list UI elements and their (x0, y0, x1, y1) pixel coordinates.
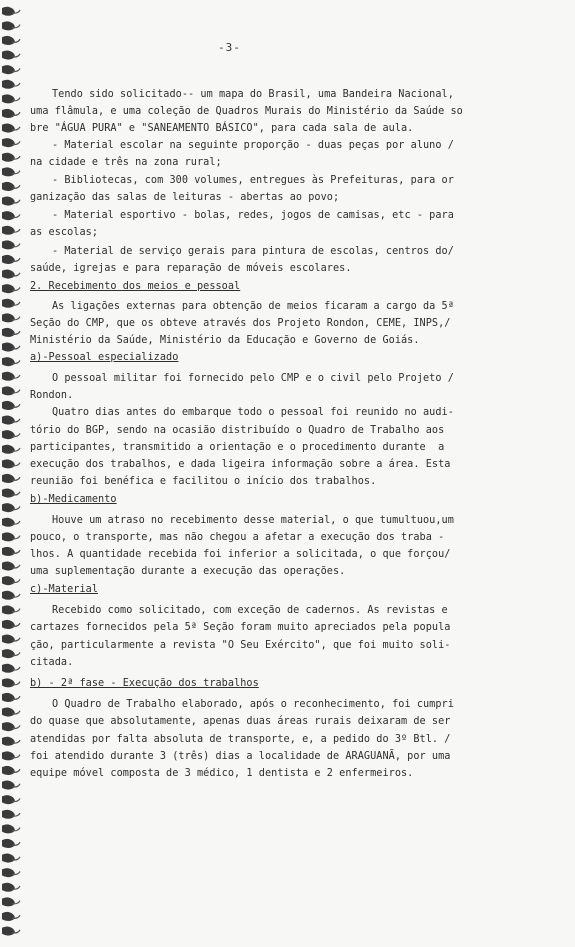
binding-ring (2, 386, 20, 395)
binding-ring (2, 182, 20, 191)
binding-ring (2, 211, 20, 220)
body-line: Tendo sido solicitado-- um mapa do Brasil, uma Bandeira Nacional, (52, 89, 454, 100)
binding-ring (2, 197, 20, 206)
binding-ring (2, 401, 20, 410)
page-number: -3- (218, 41, 241, 54)
binding-ring (2, 635, 20, 644)
binding-ring (2, 109, 20, 118)
binding-ring (2, 255, 20, 264)
binding-ring (2, 474, 20, 483)
binding-ring (2, 284, 20, 293)
body-line: reunião foi benéfica e facilitou o início dos trabalhos. (30, 476, 377, 487)
binding-ring (2, 459, 20, 468)
binding-ring (2, 21, 20, 30)
body-line: - Bibliotecas, com 300 volumes, entregues às Prefeituras, para or (52, 175, 454, 186)
body-line: Quatro dias antes do embarque todo o pessoal foi reunido no audi- (52, 407, 454, 418)
body-line: Recebido como solicitado, com exceção de cadernos. As revistas e (52, 605, 448, 616)
binding-ring (2, 824, 20, 833)
subsection-heading: a)-Pessoal especializado (30, 352, 179, 363)
binding-ring (2, 80, 20, 89)
binding-ring (2, 912, 20, 921)
binding-ring (2, 868, 20, 877)
body-line: lhos. A quantidade recebida foi inferior a solicitada, o que forçou/ (30, 549, 451, 560)
body-line: uma suplementação durante a execução das operações. (30, 566, 346, 577)
binding-ring (2, 810, 20, 819)
binding-ring (2, 576, 20, 585)
binding-ring (2, 562, 20, 571)
body-line: atendidas por falta absoluta de transporte, e, a pedido do 3º Btl. / (30, 734, 451, 745)
binding-ring (2, 678, 20, 687)
binding-ring (2, 897, 20, 906)
binding-ring (2, 226, 20, 235)
binding-ring (2, 51, 20, 60)
body-line: Houve um atraso no recebimento desse material, o que tumultuou,um (52, 515, 454, 526)
binding-ring (2, 664, 20, 673)
binding-ring (2, 518, 20, 527)
subsection-heading: c)-Material (30, 584, 99, 595)
binding-ring (2, 489, 20, 498)
binding-ring (2, 343, 20, 352)
body-line: tório do BGP, sendo na ocasião distribuído o Quadro de Trabalho aos (30, 425, 445, 436)
body-line: equipe móvel composta de 3 médico, 1 dentista e 2 enfermeiros. (30, 768, 414, 779)
binding-ring (2, 313, 20, 322)
binding-ring (2, 357, 20, 366)
binding-ring (2, 708, 20, 717)
body-line: na cidade e três na zona rural; (30, 157, 222, 168)
body-line: - Material de serviço gerais para pintura de escolas, centros do/ (52, 246, 454, 257)
body-line: Seção do CMP, que os obteve através dos Projeto Rondon, CEME, INPS,/ (30, 318, 451, 329)
body-line: O pessoal militar foi fornecido pelo CMP e o civil pelo Projeto / (52, 373, 454, 384)
body-line: participantes, transmitido a orientação e o procedimento durante a (30, 442, 445, 453)
binding-ring (2, 328, 20, 337)
binding-ring (2, 532, 20, 541)
binding-ring (2, 36, 20, 45)
body-line: cartazes fornecidos pela 5ª Seção foram muito apreciados pela popula (30, 622, 451, 633)
binding-ring (2, 94, 20, 103)
body-line: - Material escolar na seguinte proporção - duas peças por aluno / (52, 140, 454, 151)
spiral-binding (0, 0, 26, 947)
section-heading: 2. Recebimento dos meios e pessoal (30, 281, 241, 292)
binding-ring (2, 854, 20, 863)
binding-ring (2, 795, 20, 804)
body-line: As ligações externas para obtenção de meios ficaram a cargo da 5ª (52, 301, 454, 312)
binding-ring (2, 7, 20, 16)
binding-ring (2, 430, 20, 439)
binding-ring (2, 722, 20, 731)
binding-ring (2, 766, 20, 775)
binding-ring (2, 445, 20, 454)
binding-ring (2, 503, 20, 512)
binding-ring (2, 605, 20, 614)
body-line: pouco, o transporte, mas não chegou a afetar a execução dos traba - (30, 532, 445, 543)
binding-ring (2, 547, 20, 556)
binding-ring (2, 270, 20, 279)
body-line: ganização das salas de leituras - abertas ao povo; (30, 192, 340, 203)
binding-ring (2, 153, 20, 162)
binding-ring (2, 591, 20, 600)
binding-ring (2, 372, 20, 381)
binding-ring (2, 138, 20, 147)
phase-heading: b) - 2ª fase - Execução dos trabalhos (30, 678, 259, 689)
body-line: - Material esportivo - bolas, redes, jogos de camisas, etc - para (52, 210, 454, 221)
binding-ring (2, 124, 20, 133)
binding-ring (2, 167, 20, 176)
binding-ring (2, 751, 20, 760)
binding-ring (2, 620, 20, 629)
body-line: foi atendido durante 3 (três) dias a localidade de ARAGUANÃ, por uma (30, 751, 451, 762)
body-line: bre "ÁGUA PURA" e "SANEAMENTO BÁSICO", para cada sala de aula. (30, 123, 414, 134)
body-line: O Quadro de Trabalho elaborado, após o reconhecimento, foi cumpri (52, 699, 454, 710)
binding-ring (2, 416, 20, 425)
body-line: ção, particularmente a revista "O Seu Exército", que foi muito soli- (30, 640, 451, 651)
binding-ring (2, 65, 20, 74)
body-line: Ministério da Saúde, Ministério da Educação e Governo de Goiás. (30, 335, 420, 346)
body-line: citada. (30, 657, 74, 668)
binding-ring (2, 883, 20, 892)
body-line: do quase que absolutamente, apenas duas áreas rurais deixaram de ser (30, 716, 451, 727)
body-line: uma flâmula, e uma coleção de Quadros Murais do Ministério da Saúde so (30, 106, 463, 117)
binding-ring (2, 927, 20, 936)
body-line: as escolas; (30, 227, 99, 238)
body-line: Rondon. (30, 390, 74, 401)
body-line: saúde, igrejas e para reparação de móveis escolares. (30, 263, 352, 274)
binding-ring (2, 737, 20, 746)
subsection-heading: b)-Medicamento (30, 494, 117, 505)
binding-ring (2, 693, 20, 702)
binding-ring (2, 299, 20, 308)
binding-ring (2, 240, 20, 249)
body-line: execução dos trabalhos, e dada ligeira informação sobre a área. Esta (30, 459, 451, 470)
binding-ring (2, 781, 20, 790)
binding-ring (2, 649, 20, 658)
binding-ring (2, 839, 20, 848)
